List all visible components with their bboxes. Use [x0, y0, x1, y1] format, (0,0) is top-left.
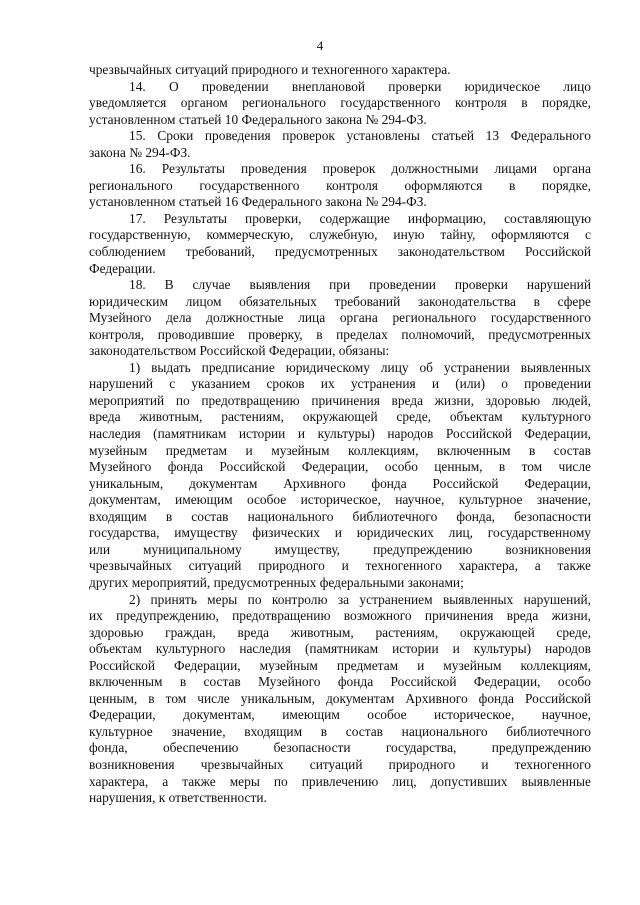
text-line: музейным предметам и музейным коллекциям, включенным в состав	[89, 442, 591, 458]
text-line: вреда животным, растениям, окружающей среде, объектам культурного	[89, 409, 591, 425]
text-line: других мероприятий, предусмотренных федеральными законами;	[89, 574, 464, 590]
text-line: уведомляется органом регионального государственного контроля в порядке,	[89, 95, 591, 111]
text-line: документам, имеющим особое историческое, научное, культурное значение,	[89, 492, 591, 508]
paragraph-p16	[89, 161, 591, 211]
text-line: фонда, обеспечению безопасности государства, предупреждению	[89, 740, 591, 756]
text-line: наследия (памятникам истории и культуры) народов Российской Федерации,	[89, 426, 591, 442]
page-number: 4	[316, 38, 324, 53]
text-line: чрезвычайных ситуаций природного и техногенного характера, а также	[89, 558, 591, 574]
text-line: 1) выдать предписание юридическому лицу об устранении выявленных	[129, 359, 591, 375]
paragraph-p0	[89, 62, 591, 79]
text-line: контроля, проводившие проверку, в пределах полномочий, предусмотренных	[89, 326, 591, 342]
text-line: чрезвычайных ситуаций природного и техногенного характера.	[89, 62, 451, 77]
text-line: нарушений с указанием сроков их устранения и (или) о проведении	[89, 376, 591, 392]
text-line: характера, а также меры по привлечению лиц, допустивших выявленные	[89, 773, 591, 789]
text-line: нарушения, к ответственности.	[89, 790, 267, 806]
text-line: возникновения чрезвычайных ситуаций природного и техногенного	[89, 756, 591, 772]
paragraph-p17	[89, 211, 591, 277]
paragraph-p18	[89, 277, 591, 360]
paragraph-p18_2	[89, 592, 591, 807]
text-line: мероприятий по предотвращению причинения вреда жизни, здоровью людей,	[89, 392, 591, 408]
text-line: 2) принять меры по контролю за устранением выявленных нарушений,	[129, 591, 591, 607]
paragraph-p15	[89, 128, 591, 161]
text-line: Музейного дела должностные лица органа регионального государственного	[89, 310, 591, 326]
text-line: государственную, коммерческую, служебную, иную тайну, оформляются с	[89, 227, 591, 243]
text-line: ценным, в том числе уникальным, документам Архивного фонда Российской	[89, 690, 591, 706]
text-line: регионального государственного контроля оформляются в порядке,	[89, 177, 591, 193]
text-line: законодательством Российской Федерации, обязаны:	[89, 343, 390, 359]
text-line: Федерации, документам, имеющим особое историческое, научное,	[89, 707, 591, 723]
text-line: закона № 294-ФЗ.	[89, 144, 191, 160]
text-line: входящим в состав национального библиотечного фонда, безопасности	[89, 508, 591, 524]
text-line: 17. Результаты проверки, содержащие информацию, составляющую	[129, 210, 591, 226]
text-line: государства, имуществу физических и юридических лиц, государственному	[89, 525, 591, 541]
text-line: включенным в состав Музейного фонда Российской Федерации, особо	[89, 674, 591, 690]
document-body	[89, 62, 591, 807]
paragraph-p18_1	[89, 360, 591, 592]
text-line: объектам культурного наследия (памятникам истории и культуры) народов	[89, 641, 591, 657]
text-line: установленном статьей 16 Федерального закона № 294-ФЗ.	[89, 194, 427, 210]
text-line: 15. Сроки проведения проверок установлены статьей 13 Федерального	[129, 128, 591, 144]
paragraph-p14	[89, 79, 591, 129]
text-line: уникальным, документам Архивного фонда Российской Федерации,	[89, 475, 591, 491]
text-line: юридическим лицом обязательных требований законодательства в сфере	[89, 293, 591, 309]
text-line: установленном статьей 10 Федерального закона № 294-ФЗ.	[89, 111, 427, 127]
text-line: Музейного фонда Российской Федерации, особо ценным, в том числе	[89, 459, 591, 475]
text-line: 14. О проведении внеплановой проверки юридическое лицо	[129, 78, 591, 94]
text-line: здоровью граждан, вреда животным, растениям, окружающей среде,	[89, 624, 591, 640]
text-line: Российской Федерации, музейным предметам и музейным коллекциям,	[89, 657, 591, 673]
text-line: их предупреждению, предотвращению возможного причинения вреда жизни,	[89, 608, 591, 624]
text-line: или муниципальному имуществу, предупреждению возникновения	[89, 541, 591, 557]
text-line: соблюдением требований, предусмотренных законодательством Российской	[89, 244, 591, 260]
text-line: 16. Результаты проведения проверок должностными лицами органа	[129, 161, 591, 177]
text-line: Федерации.	[89, 260, 156, 276]
text-line: культурное значение, входящим в состав национального библиотечного	[89, 723, 591, 739]
text-line: 18. В случае выявления при проведении проверки нарушений	[129, 277, 591, 293]
